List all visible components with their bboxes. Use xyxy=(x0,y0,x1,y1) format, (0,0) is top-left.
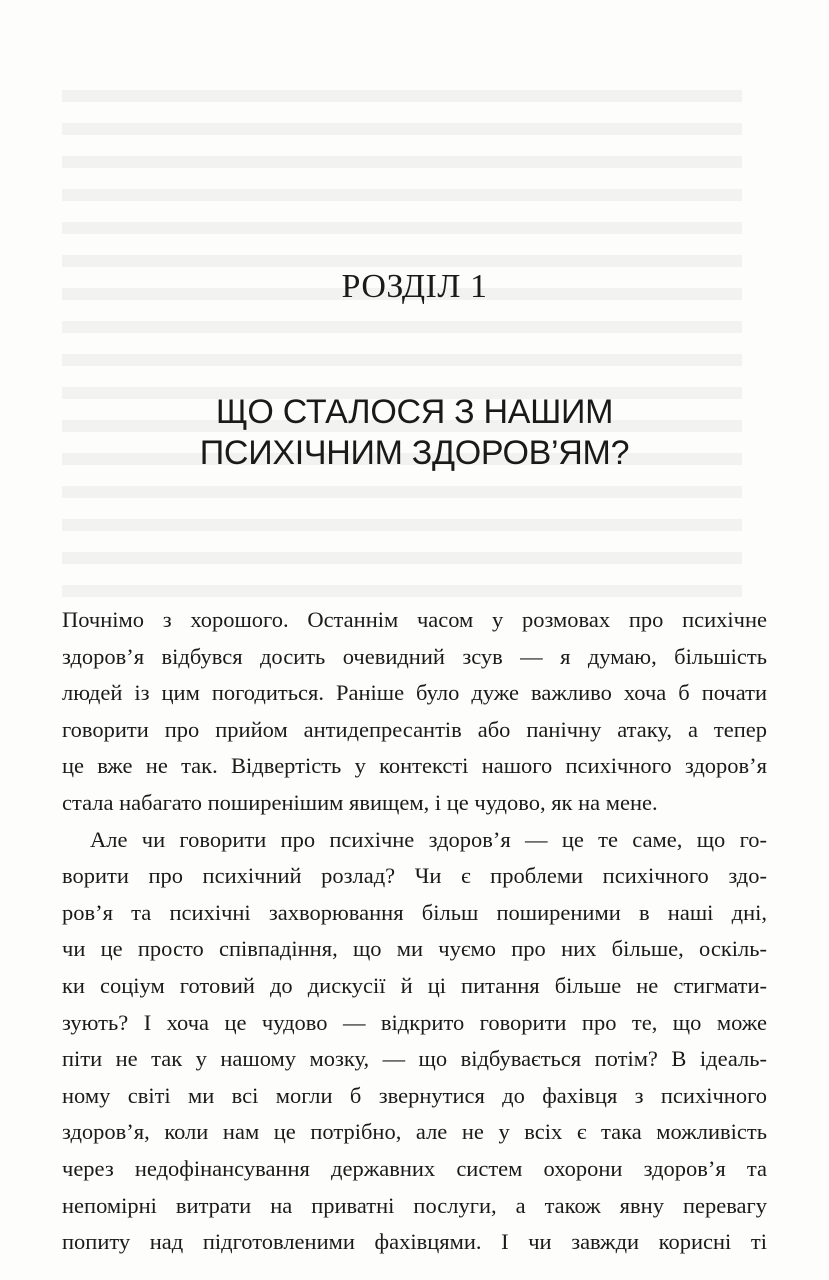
text-line: піти не так у нашому мозку, — що відбувається потім? В ідеаль- xyxy=(62,1046,767,1072)
reverse-side-bleed xyxy=(62,80,742,600)
body-text xyxy=(62,602,767,1261)
text-line: зують? І хоча це чудово — відкрито говорити про те, що може xyxy=(62,1009,767,1035)
chapter-title-line: ЩО СТАЛОСЯ З НАШИМ xyxy=(215,393,614,431)
text-line: Почнімо з хорошого. Останнім часом у розмовах про психічне xyxy=(62,607,767,632)
text-line: ворити про психічний розлад? Чи є проблеми психічного здо- xyxy=(62,863,767,889)
text-line: це вже не так. Відвертість у контексті нашого психічного здоров’я xyxy=(62,753,767,779)
text-line: людей із цим погодиться. Раніше було дуже важливо хоча б почати xyxy=(62,680,767,706)
text-line: здоров’я, коли нам це потрібно, але не у всіх є така можливість xyxy=(62,1119,767,1145)
text-line: ров’я та психічні захворювання більш поширеними в наші дні, xyxy=(62,899,767,925)
text-line: попиту над підготовленими фахівцями. І чи завжди корисні ті xyxy=(62,1229,767,1255)
text-line: говорити про прийом антидепресантів або панічну атаку, а тепер xyxy=(62,716,767,742)
text-line: ки соціум готовий до дискусії й ці питання більше не стигмати- xyxy=(62,972,767,998)
text-line: здоров’я відбувся досить очевидний зсув — я думаю, більшість xyxy=(62,643,767,669)
text-line: через недофінансування державних систем охорони здоров’я та xyxy=(62,1155,767,1181)
text-line: непомірні витрати на приватні послуги, а також явну перевагу xyxy=(62,1192,767,1218)
text-line: чи це просто співпадіння, що ми чуємо про них більше, оскіль- xyxy=(62,936,767,962)
text-line: стала набагато поширенішим явищем, і це чудово, як на мене. xyxy=(62,789,658,815)
chapter-title-line: ПСИХІЧНИМ ЗДОРОВ’ЯМ? xyxy=(199,434,630,472)
text-line: ному світі ми всі могли б звернутися до фахівця з психічного xyxy=(62,1082,767,1108)
chapter-title xyxy=(0,392,829,474)
chapter-label: РОЗДІЛ 1 xyxy=(341,268,488,305)
text-line: Але чи говорити про психічне здоров’я — це те саме, що го- xyxy=(90,826,767,852)
